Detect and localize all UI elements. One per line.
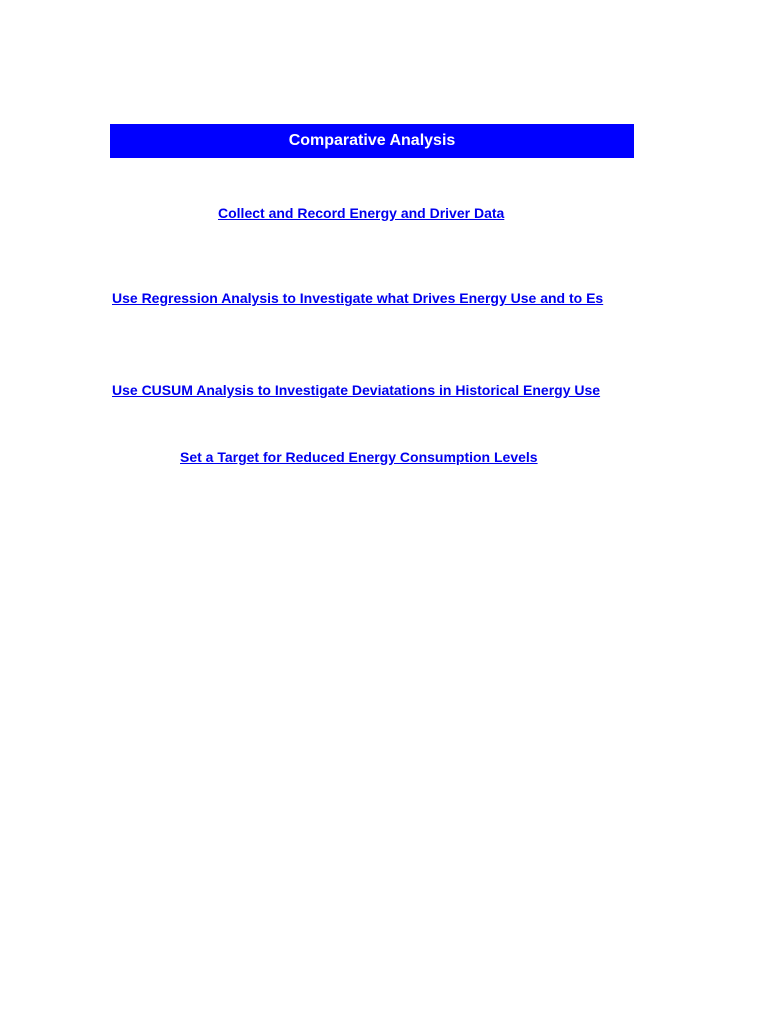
set-target-link[interactable]: Set a Target for Reduced Energy Consumption Levels xyxy=(180,449,538,465)
cusum-link-cell xyxy=(110,382,634,402)
cusum-analysis-link[interactable]: Use CUSUM Analysis to Investigate Deviatations in Historical Energy Use xyxy=(112,382,601,398)
page-title-text: Comparative Analysis xyxy=(288,132,456,149)
collect-data-link[interactable]: Collect and Record Energy and Driver Data xyxy=(218,205,505,221)
regression-analysis-link[interactable]: Use Regression Analysis to Investigate what Drives Energy Use and to Es xyxy=(112,290,604,306)
page-title xyxy=(110,124,634,158)
regression-link-cell xyxy=(110,290,634,310)
